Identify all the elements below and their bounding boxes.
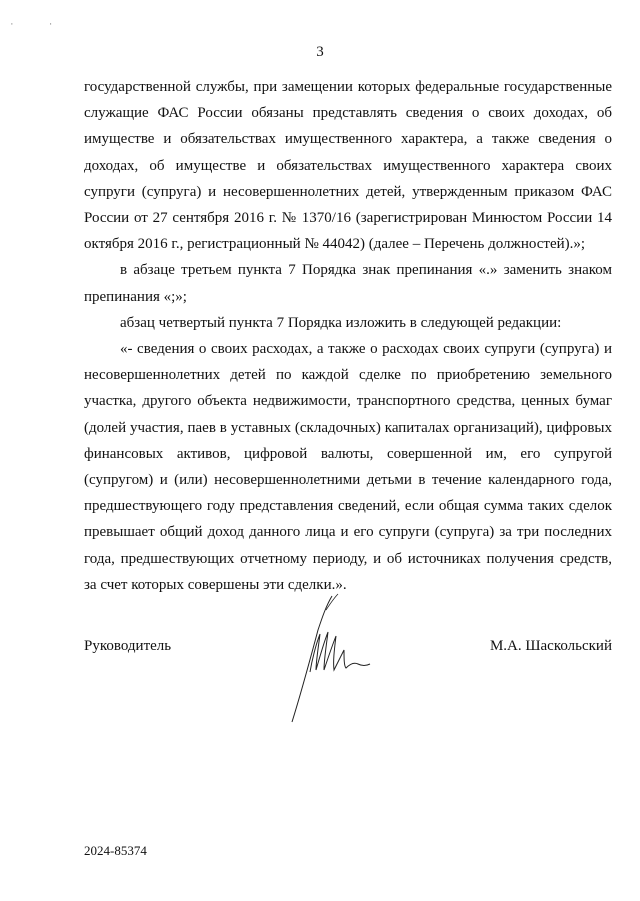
- scan-corner-marks: · ·: [10, 18, 69, 30]
- paragraph-amendment-intro: абзац четвертый пункта 7 Порядка изложить в следующей редакции:: [120, 314, 562, 331]
- handwritten-signature: [280, 590, 380, 730]
- registration-number: 2024-85374: [84, 843, 147, 858]
- paragraph-amendment-text: «- сведения о своих расходах, а также о расходах своих супруги (супруга) и несовершеннолетних детей по каждой сделке по приобретению земельного участка, другого объекта недвижимости, транспортного средства, ценных бумаг (долей участия, паев в уставных (складочных) капиталах организаций), цифровых финансовых активов, цифровой валюты, совершенной им, его супругой (супругом) и (или) несовершеннолетними детьми в течение календарного года, предшествующего году представления сведений, если общая сумма таких сделок превышает общий доход данного лица и его супруги (супруга) за три последних года, предшествующих отчетному периоду, и об источниках получения средств, за счет которых совершены эти сделки.».: [84, 341, 612, 593]
- page-number: 3: [316, 44, 324, 60]
- paragraph-continuation: государственной службы, при замещении которых федеральные государственные служащие ФАС России обязаны представлять сведения о своих доходах, об имуществе и обязательствах имущественного характера, а также сведения о доходах, об имуществе и обязательствах имущественного характера своих супруги (супруга) и несовершеннолетних детей, утвержденным приказом ФАС России от 27 сентября 2016 г. № 1370/16 (зарегистрирован Минюстом России 14 октября 2016 г., регистрационный № 44042) (далее – Перечень должностей).»;: [84, 79, 612, 253]
- signatory-role: Руководитель: [84, 638, 172, 654]
- signatory-name: М.А. Шаскольский: [489, 638, 612, 654]
- document-body: [84, 74, 612, 598]
- paragraph-amendment-punctuation: в абзаце третьем пункта 7 Порядка знак препинания «.» заменить знаком препинания «;»;: [84, 262, 612, 305]
